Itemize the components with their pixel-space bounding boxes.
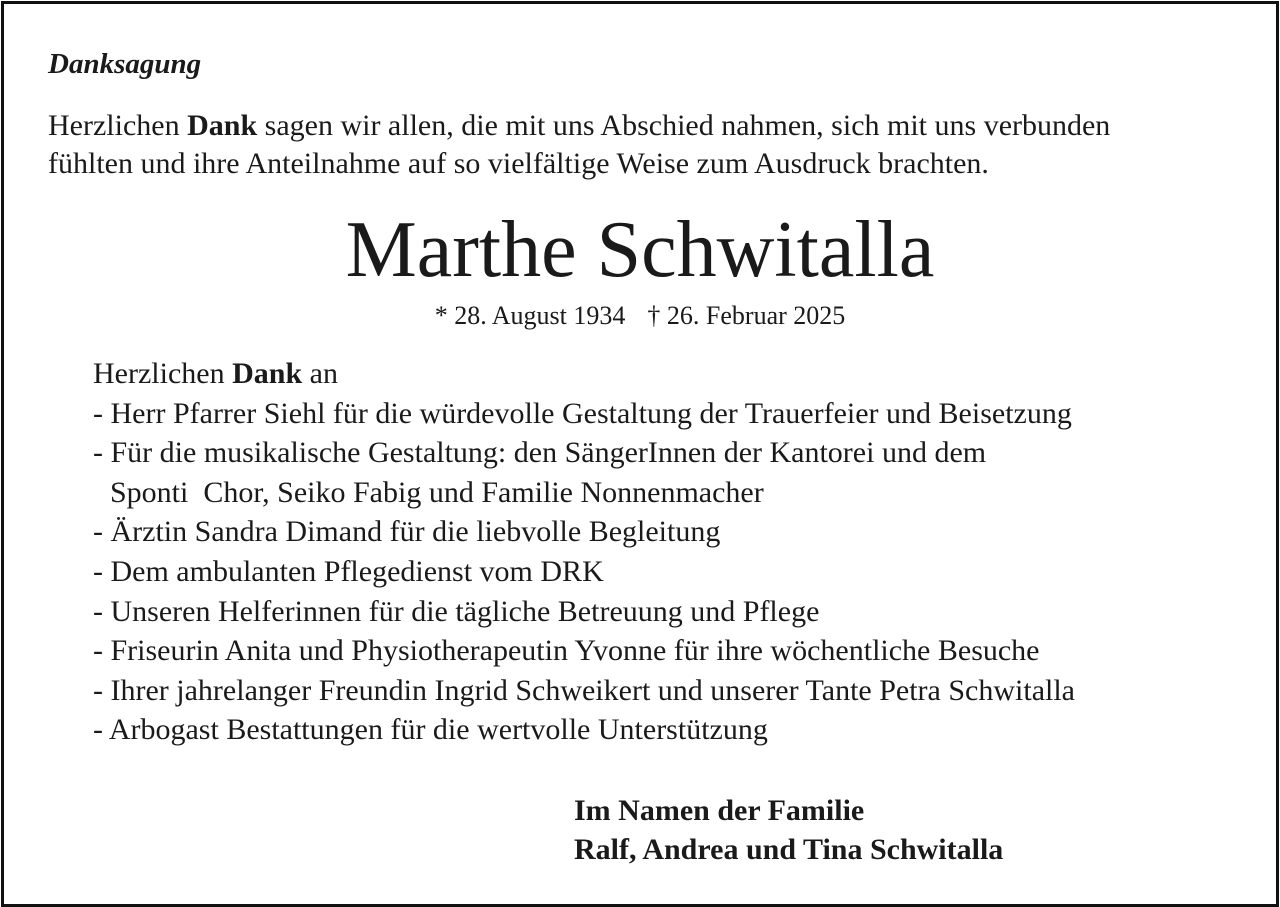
- thanks-list: [93, 354, 1075, 750]
- signature-line1: Im Namen der Familie: [574, 794, 865, 827]
- thanks-lead: [93, 354, 1075, 394]
- heading: Danksagung: [48, 48, 202, 80]
- list-item-continuation: Sponti Chor, Seiko Fabig und Familie Nonnenmacher: [110, 475, 764, 509]
- thanks-lead-bold: Dank: [232, 357, 303, 390]
- list-item: - Unseren Helferinnen für die tägliche Betreuung und Pflege: [93, 594, 820, 628]
- list-item: - Dem ambulanten Pflegedienst vom DRK: [93, 554, 604, 588]
- list-item: - Ärztin Sandra Dimand für die liebvolle Begleitung: [93, 515, 721, 549]
- family-signature: [574, 791, 1003, 869]
- intro-line1-pre: Herzlichen: [48, 109, 188, 142]
- intro-line1-bold: Dank: [187, 109, 258, 142]
- signature-line2: Ralf, Andrea und Tina Schwitalla: [574, 833, 1004, 866]
- death-date: † 26. Februar 2025: [647, 301, 846, 330]
- list-item: - Für die musikalische Gestaltung: den SängerInnen der Kantorei und dem: [93, 436, 987, 470]
- list-item: - Friseurin Anita und Physiotherapeutin Yvonne für ihre wöchentliche Besuche: [93, 634, 1040, 668]
- birth-date: * 28. August 1934: [434, 301, 626, 330]
- intro-line2: fühlten und ihre Anteilnahme auf so vielfältige Weise zum Ausdruck brachten.: [48, 147, 989, 180]
- intro-text: [48, 107, 1110, 183]
- thanks-lead-pre: Herzlichen: [93, 357, 233, 390]
- list-item: - Herr Pfarrer Siehl für die würdevolle Gestaltung der Trauerfeier und Beisetzung: [93, 396, 1072, 430]
- obituary-card: [1, 1, 1279, 907]
- thanks-lead-post: an: [302, 357, 338, 390]
- deceased-name: Marthe Schwitalla: [345, 206, 935, 294]
- intro-line1-post: sagen wir allen, die mit uns Abschied nahmen, sich mit uns verbunden: [257, 109, 1111, 142]
- list-item: - Ihrer jahrelanger Freundin Ingrid Schweikert und unserer Tante Petra Schwitalla: [93, 673, 1076, 707]
- life-dates: [4, 299, 1276, 333]
- list-item: - Arbogast Bestattungen für die wertvolle Unterstützung: [93, 713, 768, 747]
